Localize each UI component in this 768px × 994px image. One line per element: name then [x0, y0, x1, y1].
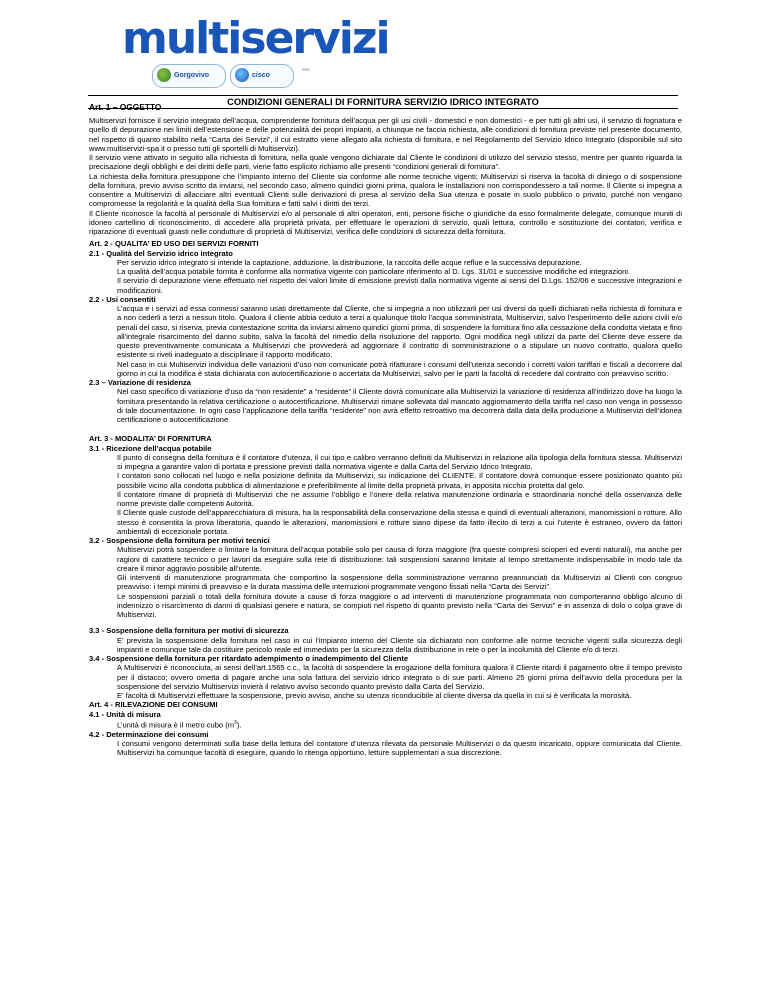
section-paragraph: Multiservizi potrà sospendere o limitare la fornitura dell’acqua potabile solo per causa di forza maggiore (fra queste compresi scioperi ed eventi naturali), ma anche per ragioni di carattere tecnico o per lavori da eseguire sulla rete di distribuzione: tali sospensioni saranno limitate al tempo strettamente indispensabile in modo tale da creare il minor aggravio possibile all’utente. — [117, 545, 682, 573]
section-title: 3.1 - Ricezione dell’acqua potabile — [89, 443, 212, 453]
section-title: 2.2 - Usi consentiti — [89, 294, 156, 304]
header-logo — [0, 0, 768, 96]
section-paragraph: Il servizio di depurazione viene effettuato nel rispetto dei valori limite di emissione previsti dalla normativa vigente ai sensi del D.Lgs. 152/06 e successive integrazioni e modificazioni. — [117, 276, 682, 295]
section-paragraph: Nel caso in cui Multiservizi individua delle variazioni d’uso non comunicate potrà rifatturare i consumi dell’utenza secondo i corretti valori tariffari e fiscali a decorrere dal giorno in cui la modifica è stata dichiarata con autocertificazione o accertata da Multiservizi, salvo per le parti la facoltà di recedere dal contratto con preavviso scritto. — [117, 359, 682, 378]
art2-heading: Art. 2 - QUALITA’ ED USO DEI SERVIZI FORNITI — [89, 239, 259, 249]
section-paragraph — [89, 719, 682, 730]
section-title: 2.3 – Variazione di residenza — [89, 378, 191, 387]
section-paragraph: Per servizio idrico integrato si intende la captazione, adduzione, la distribuzione, la raccolta delle acque reflue e la successiva depurazione. — [117, 257, 582, 267]
section-title: 2.1 - Qualità del Servizio idrico integrato — [89, 248, 233, 258]
logo-suffix: SPA — [302, 67, 310, 72]
logo-multi: multi — [122, 13, 241, 64]
art1-paragraph: Il Cliente riconosce la facoltà al personale di Multiservizi e/o al personale di altri operatori, enti, persone fisiche o giuridiche da esso formalmente delegate, comunque muniti di idoneo cartellino di riconoscimento, di accedere alla proprietà privata, per effettuare le operazioni di servizio, quali lettura, controllo e sostituzione dei contatori, verifica e riparazione di eventuali guasti nelle condutture di proprietà di Multiservizi, verifica delle condizioni di sicurezza della fornitura. — [89, 208, 682, 236]
unit-text-end: ). — [236, 720, 242, 730]
partner-badge-gorgovivo — [152, 64, 226, 88]
section-title: 4.1 - Unità di misura — [89, 709, 161, 719]
section-paragraph: E’ facoltà di Multiservizi effettuare la sospensione, previo avviso, anche su utenza riconducibile al cliente diversa da quella in cui si è verificata la morosità. — [117, 691, 632, 700]
section-title: 4.2 - Determinazione dei consumi — [89, 729, 209, 739]
unit-exponent: 3 — [234, 719, 237, 726]
section-paragraph: Le sospensioni parziali o totali della fornitura dovute a cause di forza maggiore o ad interventi di manutenzione programmata non comporteranno obbligo alcuno di indennizzo o risarcimento di danni di qualsiasi genere e natura, se compiuti nel rispetto di quanto previsto nella “Carta dei Servizi” e in assenza di dolo o colpa grave di Multiservizi. — [117, 591, 682, 619]
logo-servizi: servizi — [240, 13, 389, 64]
art1-paragraph: Multiservizi fornisce il servizio integrato dell’acqua, comprendente fornitura dell’acqua per gli usi civili - domestici e non domestici - e per tutti gli altri usi, il servizio di fognatura e quello di depurazione nei limiti dell’estensione e delle potenzialità dei propri impianti, a chiunque ne faccia richiesta, alle condizioni di fornitura previste nel presente documento, nel rispetto di quanto stabilito nella “Carta dei Servizi”, il cui estratto viene allegato alla richiesta di fornitura, e nel Regolamento del Servizio Idrico Integrato (disponibile sul sito www.multiservizi-spa.it o presso tutti gli sportelli di Multiservizi). — [89, 116, 682, 153]
section-paragraph: A Multiservizi è riconosciuta, ai sensi dell’art.1565 c.c., la facoltà di sospendere la erogazione della fornitura qualora il Cliente ritardi il pagamento oltre il tempo previsto per il distacco; ovvero ometta di pagare anche una sola fattura del servizio idrico integrato o di sue parti. Almeno 25 giorni prima dell’avvio della procedura per la sospensione del servizio Multiservizi invierà il relativo avviso secondo quanto previsto dalla Carta del Servizio. — [117, 663, 682, 691]
section-paragraph: Gli interventi di manutenzione programmata che comportino la sospensione della somministrazione verranno preannunciati da Multiservizi ai Clienti con congruo preavviso: i tempi minimi di preavviso e la durata massima delle interruzioni programmate vengono fissati nella “Carta dei Servizi”. — [117, 573, 682, 592]
section-paragraph: L’acqua e i servizi ad essa connessi saranno usati direttamente dal Cliente, che si impegna a non utilizzarli per usi diversi da quelli dichiarati nella richiesta di fornitura e a non cederli a terzi a nessun titolo. Qualora il cliente abbia ceduto a terzi a qualunque titolo l’acqua somministrata, Multiservizi, salvo l’esperimento delle azioni civili e/o penali del caso, si riserva, previa contestazione scritta da inviarsi almeno quindici giorni prima, di sospendere la fornitura fino alla cessazione della condotta vietata e fino all’integrale risarcimento del danno subito, salva la facoltà del rimedio della risoluzione del rapporto. Ogni modifica negli utilizzi da parte del Cliente deve essere da questo preventivamente comunicata a Multiservizi che provvederà ad aggiornare il contratto di somministrazione o a stipulare un nuovo contratto, qualora quello esistente si riveli inadeguato a disciplinare il rapporto modificato. — [117, 304, 682, 360]
section-title: 3.4 - Sospensione della fornitura per ritardato adempimento o inadempimento del Cliente — [89, 654, 409, 663]
partner2-label: cisco — [252, 72, 270, 79]
art4-heading: Art. 4 - RILEVAZIONE DEI CONSUMI — [89, 700, 218, 710]
section-paragraph: Il punto di consegna della fornitura è il contatore d’utenza, il cui tipo e calibro verranno definiti da Multiservizi in relazione alla tipologia della fornitura stessa. Multiservizi si impegna a garantire valori di portata e pressione previsti dalla normativa vigente e dalla Carta del Servizio Idrico Integrato. — [117, 452, 682, 471]
section-paragraph: Il contatore rimane di proprietà di Multiservizi che ne assume l’obbligo e l’onere della relativa manutenzione ordinaria e straordinaria nonché della osservanza delle norme previste dalle competenti Autorità. — [117, 489, 682, 508]
section-paragraph: E’ prevista la sospensione della fornitura nel caso in cui l’impianto interno del Cliente sia dichiarato non conforme alle norme tecniche vigenti sulla sicurezza degli impianti e comunque tale da costituire pericolo reale ed immediato per la sicurezza della distribuzione in rete o per la incolumità del Cliente e/o di terzi. — [117, 635, 682, 654]
unit-text: L’unità di misura è il metro cubo (m — [117, 720, 235, 730]
partner-badge-cisco — [230, 64, 294, 88]
section-paragraph: Il Cliente quale custode dell’apparecchiatura di misura, ha la responsabilità della conservazione della stessa e quindi di eventuali alterazioni, manomissioni o rotture. Allo stesso è consentita la prova liberatoria, quando le alterazioni, manomissioni e rotture siano dipese da fatto illecito di terzi a cui l’utente è estraneo, ovvero da fattori ambientali di eccezionale portata. — [117, 508, 682, 536]
art1-heading: Art. 1 – OGGETTO — [89, 102, 162, 112]
section-paragraph: I consumi vengono determinati sulla base della lettura del contatore d’utenza rilevata da personale Multiservizi o da questo incaricato, oppure comunicata dal Cliente. Multiservizi ha comunque facoltà di eseguire, quando lo ritenga opportuno, letture supplementari a sua discrezione. — [117, 738, 682, 758]
art3-heading: Art. 3 - MODALITA’ DI FORNITURA — [89, 434, 212, 444]
section-title: 3.3 - Sospensione della fornitura per motivi di sicurezza — [89, 626, 289, 636]
partner1-label: Gorgovivo — [174, 72, 210, 79]
section-title: 3.2 - Sospensione della fornitura per motivi tecnici — [89, 536, 270, 545]
company-logo — [122, 14, 389, 64]
document-title: CONDIZIONI GENERALI DI FORNITURA SERVIZIO IDRICO INTEGRATO — [88, 95, 678, 109]
document-body — [89, 116, 682, 757]
section-paragraph: I contatori sono collocati nel luogo e nella posizione definita da Multiservizi, su indicazione del CLIENTE. Il contatore dovrà comunque essere posizionato quanto più possibile vicino alla condotta pubblica di alimentazione e preferibilmente al limite della proprietà privata, in apposita nicchia protetta dal gelo. — [117, 471, 682, 490]
globe-icon — [235, 68, 249, 82]
art1-paragraph: Il servizio viene attivato in seguito alla richiesta di fornitura, nella quale vengono dichiarate dal Cliente le condizioni di utilizzo del servizio stesso, mentre per quanto riguarda la precisazione degli obblighi e dei diritti delle parti, viene fatto esplicito richiamo alle presenti “condizioni generali di fornitura”. — [89, 153, 682, 172]
section-paragraph: Nel caso specifico di variazione d’uso da “non residente” a “residente” il Cliente dovrà comunicare alla Multiservizi la variazione di residenza all’indirizzo dove ha luogo la fornitura presentando la relativa certificazione o autocertificazione. Multiservizi rimane sollevata dal mancato aggiornamento della tariffa nel caso non venga in possesso di tale documentazione. In ogni caso l’applicazione della tariffa “residente” non avrà effetto retroattivo ma decorrerà dalla data della produzione a Multiservizi dell’idonea certificazione o autocertificazione — [117, 387, 682, 424]
art1-paragraph: La richiesta della fornitura presuppone che l’impianto interno del Cliente sia conforme alle norme tecniche vigenti; Multiservizi si riserva la facoltà di diniego o di sospensione della fornitura, previo avviso scritto da inviarsi, nel secondo caso, almeno quindici giorni prima, qualora le installazioni non corrispondessero a tali norme. Il Cliente si impegna a consentire a Multiservizi di allacciare altri eventuali Clienti sulle derivazioni di presa al servizio della Sua utenza e posate in suolo pubblico o privato, purché non vengano compromesse la regolarità e la qualità della Sua fornitura e fatti salvi i diritti dei terzi. — [89, 171, 682, 209]
drop-icon — [157, 68, 171, 82]
section-paragraph: La qualità dell’acqua potabile fornita è conforme alla normativa vigente con particolare riferimento al D. Lgs. 31/01 e successive modifiche ed integrazioni. — [117, 267, 631, 276]
